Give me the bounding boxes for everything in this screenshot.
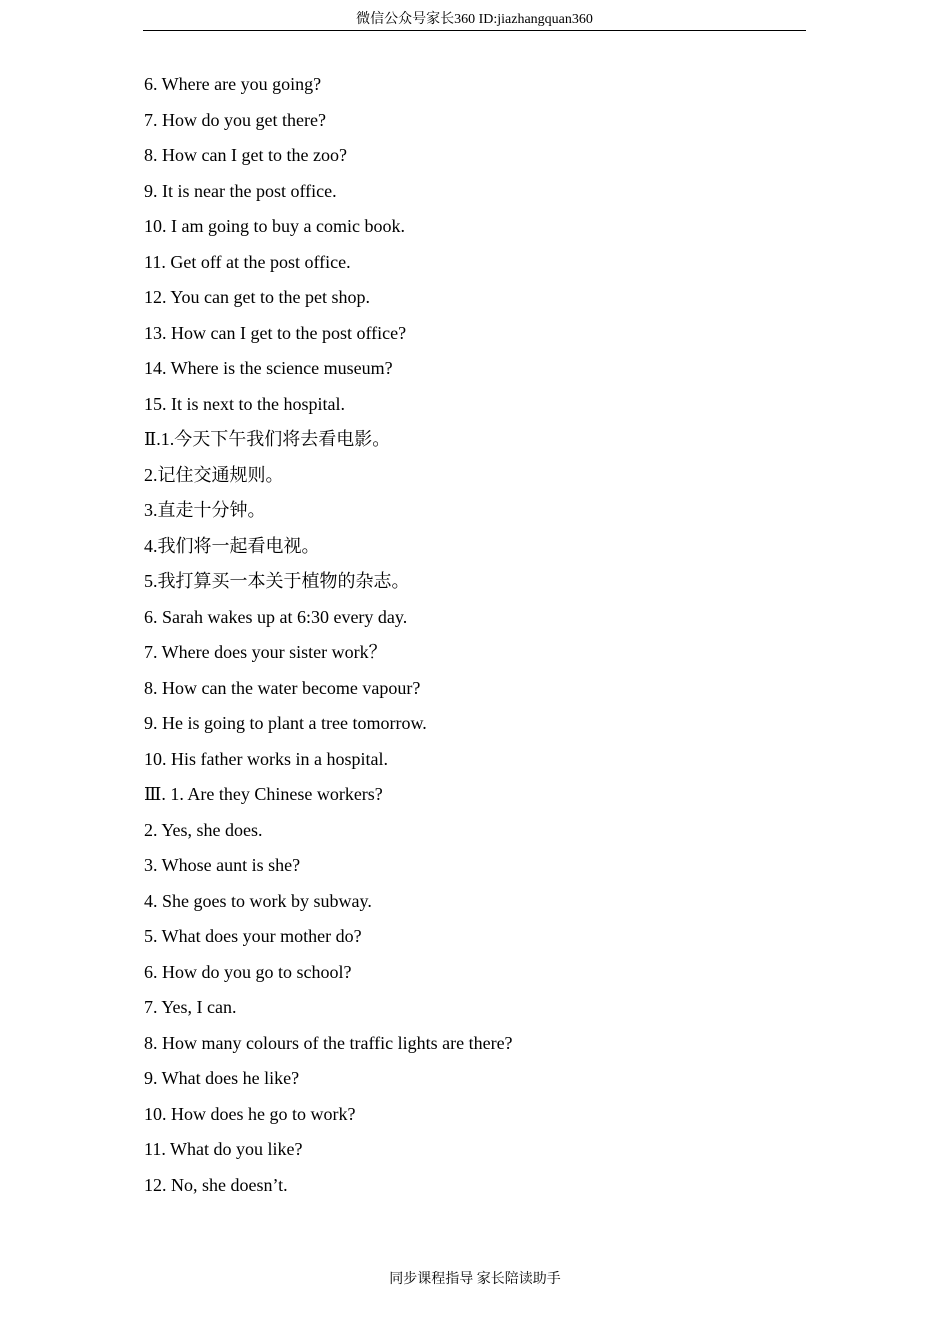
answer-line: 12. No, she doesn’t. bbox=[144, 1174, 288, 1195]
section-2-first-line: Ⅱ.1.今天下午我们将去看电影。 bbox=[144, 429, 391, 449]
page-header bbox=[143, 10, 806, 31]
answer-line: 15. It is next to the hospital. bbox=[144, 393, 345, 414]
answer-line: 11. What do you like? bbox=[144, 1139, 303, 1159]
answer-line: 6. Where are you going? bbox=[144, 74, 322, 94]
answer-line: 4. She goes to work by subway. bbox=[144, 890, 372, 911]
answer-line: 2.记住交通规则。 bbox=[144, 464, 284, 485]
answer-line: 9. What does he like? bbox=[144, 1068, 300, 1088]
answer-line: 8. How can I get to the zoo? bbox=[144, 145, 347, 165]
answer-line: 14. Where is the science museum? bbox=[144, 358, 393, 378]
answer-line: 5.我打算买一本关于植物的杂志。 bbox=[144, 571, 410, 591]
answer-line: 3. Whose aunt is she? bbox=[144, 855, 301, 875]
answer-line: 6. How do you go to school? bbox=[144, 961, 352, 982]
answer-line: 13. How can I get to the post office? bbox=[144, 322, 407, 343]
answer-line: 6. Sarah wakes up at 6:30 every day. bbox=[144, 606, 408, 627]
answer-line: 7. Yes, I can. bbox=[144, 997, 237, 1017]
section-3-first-line: Ⅲ. 1. Are they Chinese workers? bbox=[144, 784, 383, 804]
answer-line: 3.直走十分钟。 bbox=[144, 500, 266, 520]
answer-line: 4.我们将一起看电视。 bbox=[144, 535, 320, 556]
answer-line: 10. I am going to buy a comic book. bbox=[144, 216, 405, 236]
page-footer bbox=[0, 1270, 950, 1290]
answer-line: 7. Where does your sister work？ bbox=[144, 642, 387, 662]
answer-line: 7. How do you get there? bbox=[144, 109, 326, 130]
answer-line: 12. You can get to the pet shop. bbox=[144, 287, 370, 307]
answer-line: 11. Get off at the post office. bbox=[144, 251, 351, 272]
answer-line: 8. How can the water become vapour? bbox=[144, 677, 421, 698]
answer-line: 8. How many colours of the traffic lights are there? bbox=[144, 1032, 513, 1053]
footer-text: 同步课程指导 家长陪读助手 bbox=[389, 1272, 561, 1287]
answer-line: 9. He is going to plant a tree tomorrow. bbox=[144, 713, 427, 733]
answer-line: 2. Yes, she does. bbox=[144, 819, 263, 840]
answer-line: 10. How does he go to work? bbox=[144, 1103, 356, 1124]
answer-line: 5. What does your mother do? bbox=[144, 926, 362, 946]
answer-list bbox=[144, 67, 806, 1203]
header-text: 微信公众号家长360 ID:jiazhangquan360 bbox=[356, 12, 593, 27]
answer-line: 9. It is near the post office. bbox=[144, 180, 337, 201]
answer-line: 10. His father works in a hospital. bbox=[144, 748, 388, 769]
